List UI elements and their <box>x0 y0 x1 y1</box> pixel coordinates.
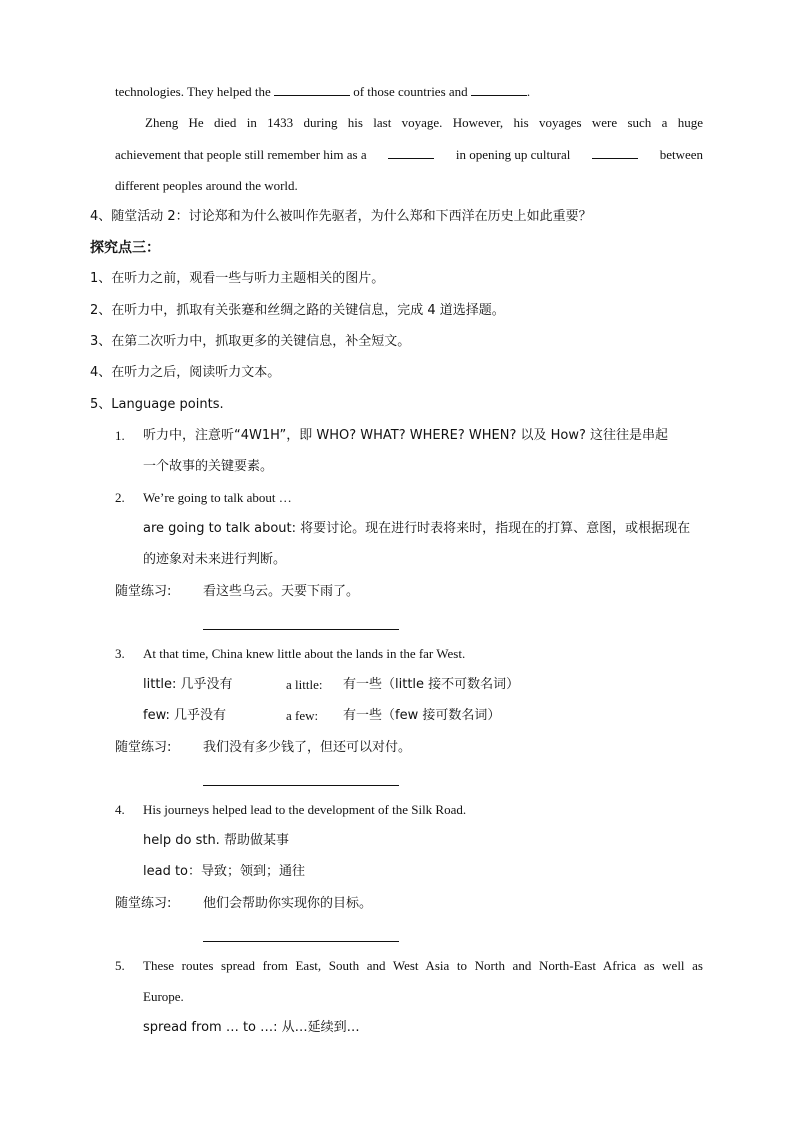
practice-prompt: 他们会帮助你实现你的目标。 <box>203 896 373 911</box>
passage-text: between <box>659 147 703 162</box>
answer-line[interactable] <box>203 941 399 942</box>
point-5-number: 5. <box>115 958 125 973</box>
point-5-text: These routes spread from East, South and West Asia to North and North-East Africa as well as <box>143 958 703 973</box>
section-3-item-3: 3、在第二次听力中，抓取更多的关键信息，补全短文。 <box>90 334 411 349</box>
point-3-line-1: At that time, China knew little about the lands in the far West. <box>143 646 466 661</box>
passage-text: technologies. They helped the <box>115 84 271 99</box>
a-few-definition: 有一些（few 接可数名词） <box>343 708 501 723</box>
passage-text: of those countries and <box>353 84 468 99</box>
point-3-number: 3. <box>115 646 125 661</box>
answer-blank[interactable] <box>471 83 527 96</box>
section-3-item-1: 1、在听力之前，观看一些与听力主题相关的图片。 <box>90 271 385 286</box>
passage-line-2 <box>145 114 703 132</box>
passage-text: different peoples around the world. <box>115 178 298 193</box>
answer-line[interactable] <box>203 785 399 786</box>
point-4-line-3: lead to：导致；领到；通往 <box>143 864 306 879</box>
few-definition: few: 几乎没有 <box>143 708 227 723</box>
answer-line[interactable] <box>203 629 399 630</box>
practice-label: 随堂练习: <box>115 740 172 755</box>
passage-text: in opening up cultural <box>455 147 571 162</box>
answer-blank[interactable] <box>592 146 638 159</box>
a-few-term: a few: <box>286 708 319 723</box>
practice-prompt: 我们没有多少钱了，但还可以对付。 <box>203 740 412 755</box>
passage-line-1 <box>115 83 530 101</box>
section-3-item-2: 2、在听力中，抓取有关张蹇和丝绸之路的关键信息，完成 4 道选择题。 <box>90 303 505 318</box>
point-5-line-2: Europe. <box>143 989 184 1004</box>
practice-label: 随堂练习: <box>115 896 172 911</box>
activity-4: 4、随堂活动 2：讨论郑和为什么被叫作先驱者，为什么郑和下西洋在历史上如此重要？ <box>90 209 592 224</box>
point-1-number: 1. <box>115 428 125 443</box>
passage-text: achievement that people still remember him as a <box>115 147 367 162</box>
point-1-line-2: 一个故事的关键要素。 <box>143 459 274 474</box>
point-2-number: 2. <box>115 490 125 505</box>
practice-label: 随堂练习: <box>115 584 172 599</box>
section-3-item-5: 5、Language points. <box>90 397 224 412</box>
little-definition: little: 几乎没有 <box>143 677 233 692</box>
a-little-definition: 有一些（little 接不可数名词） <box>343 677 520 692</box>
practice-prompt: 看这些乌云。天要下雨了。 <box>203 584 360 599</box>
passage-line-4 <box>115 177 298 195</box>
point-2-line-2: are going to talk about: 将要讨论。现在进行时表将来时，指现在的打算、意图，或根据现在 <box>143 521 691 536</box>
a-little-term: a little: <box>286 677 323 692</box>
point-4-line-2: help do sth. 帮助做某事 <box>143 833 289 848</box>
answer-blank[interactable] <box>388 146 434 159</box>
point-5-line-3: spread from … to …: 从…延续到… <box>143 1020 360 1035</box>
point-2-line-3: 的迹象对未来进行判断。 <box>143 552 287 567</box>
passage-text: . <box>526 84 531 99</box>
passage-text: Zheng He died in 1433 during his last voyage. However, his voyages were such a huge <box>145 115 703 130</box>
point-4-line-1: His journeys helped lead to the development of the Silk Road. <box>143 802 467 817</box>
section-3-item-4: 4、在听力之后，阅读听力文本。 <box>90 365 281 380</box>
point-1-line-1: 听力中，注意听“4W1H”，即 WHO? WHAT? WHERE? WHEN? 以及 How? 这往往是串起 <box>143 428 669 443</box>
point-2-line-1: We’re going to talk about … <box>143 490 292 505</box>
section-3-title: 探究点三： <box>90 240 160 256</box>
point-5-line-1 <box>143 957 703 975</box>
point-4-number: 4. <box>115 802 125 817</box>
passage-line-3 <box>115 146 703 164</box>
answer-blank[interactable] <box>274 83 350 96</box>
